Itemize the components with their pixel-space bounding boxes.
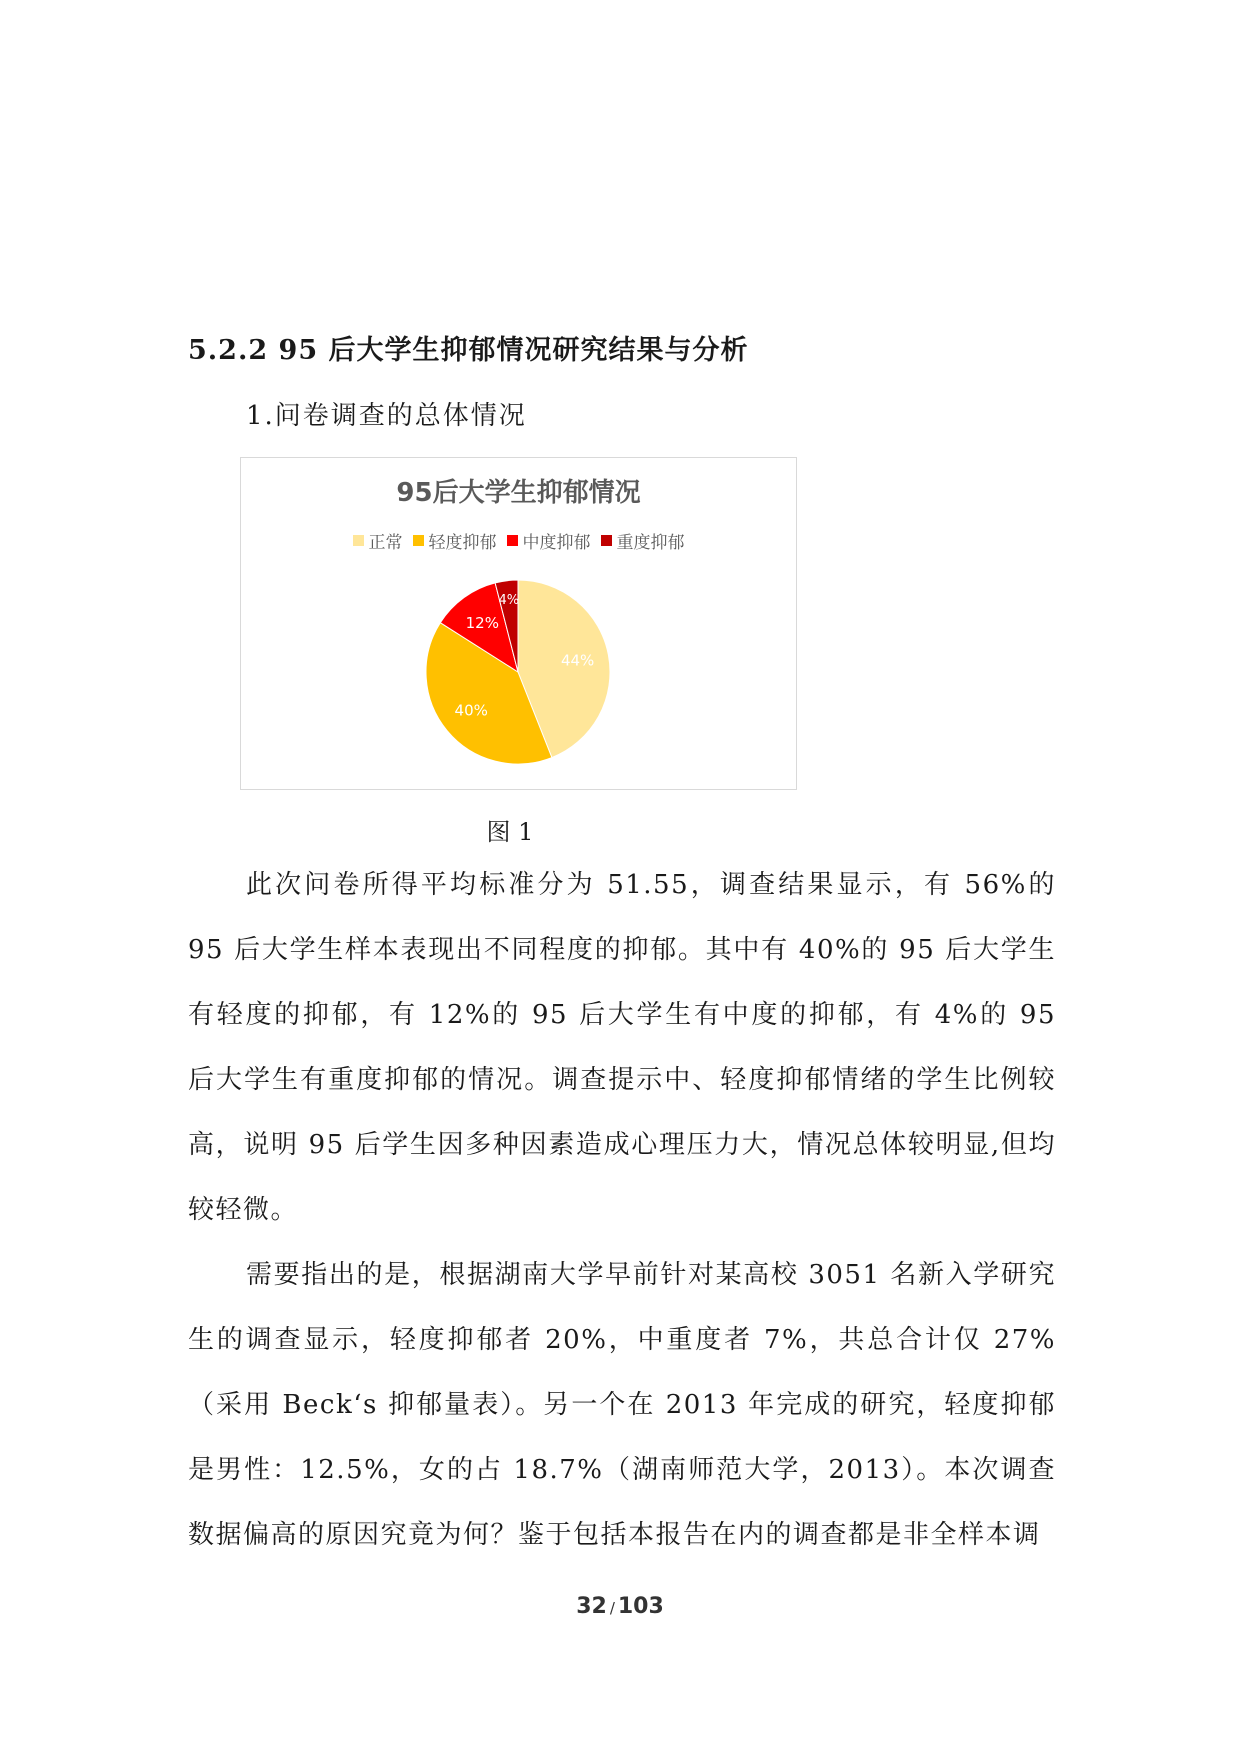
pie-plot: [241, 458, 796, 789]
page-separator: /: [609, 1599, 615, 1617]
section-heading: 5.2.2 95 后大学生抑郁情况研究结果与分析: [188, 335, 749, 366]
figure-caption: 图 1: [486, 818, 534, 846]
pie-data-label: 40%: [454, 701, 488, 720]
page-total: 103: [617, 1594, 664, 1619]
pie-chart: [240, 457, 797, 790]
legend-label: 轻度抑郁: [428, 533, 497, 553]
chart-title: 95后大学生抑郁情况: [396, 478, 641, 508]
pie-data-label: 44%: [560, 651, 595, 670]
subsection-heading: 1.问卷调查的总体情况: [246, 401, 527, 431]
body-paragraph: 此次问卷所得平均标准分为 51.55，调查结果显示，有 56%的 95 后大学生样本表现出不同程度的抑郁。其中有 40%的 95 后大学生有轻度的抑郁，有 12%的 95 后大学生有中度的抑郁，有 4%的 95 后大学生有重度抑郁的情况。调查提示中、轻度抑郁情绪的学生比例较高，说明 95 后学生因多种因素造成心理压力大，情况总体较明显,但均较轻微。: [188, 870, 1056, 1225]
pie-data-label: 4%: [498, 592, 520, 608]
legend-label: 重度抑郁: [616, 533, 685, 553]
body-paragraph: 需要指出的是，根据湖南大学早前针对某高校 3051 名新入学研究生的调查显示，轻度抑郁者 20%，中重度者 7%，共总合计仅 27%（采用 Beck‘s 抑郁量表）。另一个在 2013 年完成的研究，轻度抑郁是男性：12.5%，女的占 18.7%（湖南师范大学，2013）。本次调查数据偏高的原因究竟为何？鉴于包括本报告在内的调查都是非全样本调: [188, 1260, 1056, 1550]
legend-label: 中度抑郁: [522, 533, 591, 553]
pie-data-label: 12%: [465, 613, 499, 632]
page-current: 32: [576, 1594, 607, 1619]
legend-label: 正常: [368, 533, 403, 553]
page-number: [0, 1594, 1240, 1619]
